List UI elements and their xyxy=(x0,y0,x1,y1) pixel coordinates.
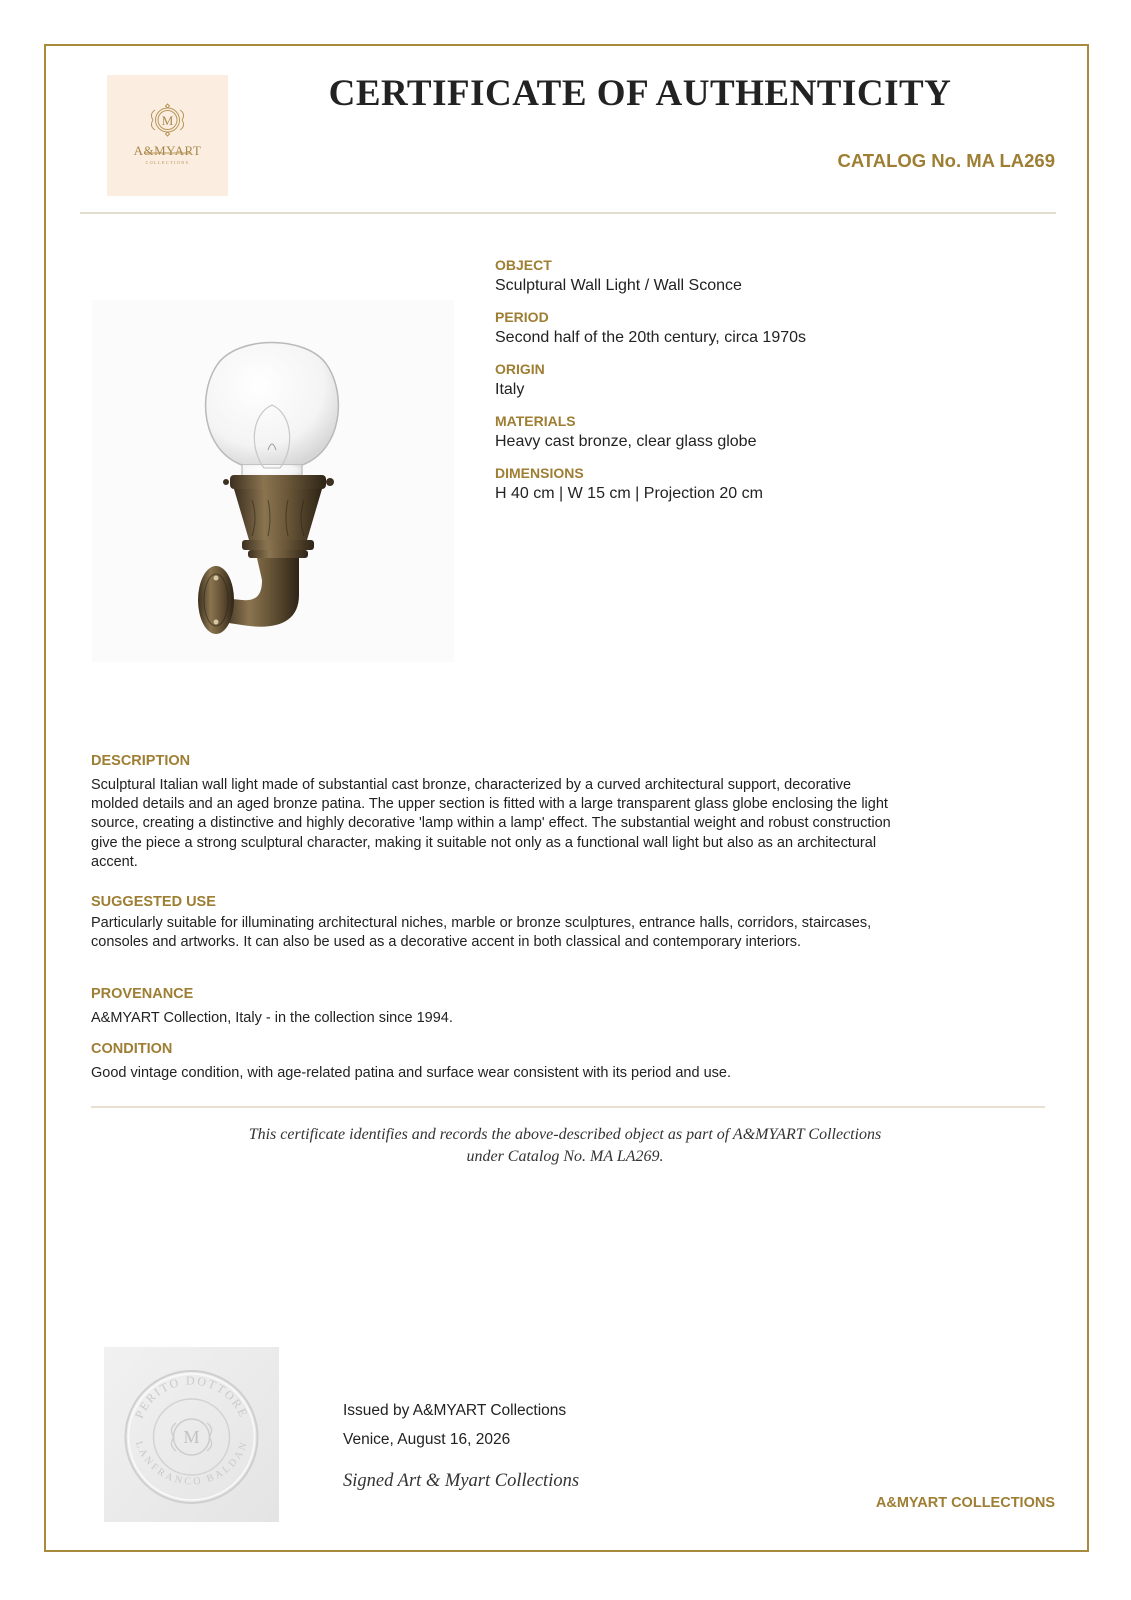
description-text: Sculptural Italian wall light made of substantial cast bronze, characterized by a curved architectural support, decorative molded details and an aged bronze patina. The upper section is fitted with a large transparent glass globe enclosing the light source, creating a distinctive and highly decorative 'lamp within a lamp' effect. The substantial weight and robust construction give the piece a strong sculptural character, making it suitable not only as a functional wall light but also as an architectural accent. xyxy=(91,777,891,870)
period-value: Second half of the 20th century, circa 1970s xyxy=(495,329,807,346)
seal-emblem-icon xyxy=(104,1347,279,1522)
condition-text: Good vintage condition, with age-related patina and surface wear consistent with its period and use. xyxy=(91,1065,731,1081)
statement-line-1: This certificate identifies and records the above-described object as part of A&MYART Collections xyxy=(248,1126,882,1143)
svg-text:LANFRANCO BALDAN xyxy=(133,1440,250,1488)
materials-value: Heavy cast bronze, clear glass globe xyxy=(495,433,757,450)
signature: Signed Art & Myart Collections xyxy=(343,1471,580,1491)
logo-subtitle: COLLECTIONS xyxy=(145,160,190,165)
origin-label: ORIGIN xyxy=(495,361,545,377)
body-divider xyxy=(91,1106,1045,1108)
seal-initial: M xyxy=(183,1427,200,1447)
provenance-section xyxy=(91,985,891,1028)
provenance-label: PROVENANCE xyxy=(91,986,194,1002)
dimensions-value: H 40 cm | W 15 cm | Projection 20 cm xyxy=(495,485,763,502)
object-value: Sculptural Wall Light / Wall Sconce xyxy=(495,277,742,294)
catalog-number: CATALOG No. MA LA269 xyxy=(837,150,1055,171)
issued-by: Issued by A&MYART Collections xyxy=(343,1402,567,1419)
materials-label: MATERIALS xyxy=(495,413,576,429)
statement-line-2: under Catalog No. MA LA269. xyxy=(466,1148,664,1165)
provenance-text: A&MYART Collection, Italy - in the collection since 1994. xyxy=(91,1010,453,1026)
object-label: OBJECT xyxy=(495,257,552,273)
wall-sconce-illustration xyxy=(92,300,454,662)
header-divider xyxy=(80,212,1056,214)
embossed-seal xyxy=(104,1347,279,1522)
footer-brand: A&MYART COLLECTIONS xyxy=(875,1495,1055,1511)
period-label: PERIOD xyxy=(495,309,549,325)
condition-section xyxy=(91,1040,891,1083)
svg-text:PERITO DOTTORE xyxy=(132,1373,251,1420)
object-photo xyxy=(92,300,454,662)
seal-text-bottom: LANFRANCO BALDAN xyxy=(132,1439,251,1488)
issue-place-date: Venice, August 16, 2026 xyxy=(343,1431,511,1448)
logo-name: A&MYART xyxy=(133,143,202,158)
suggested-use-text: Particularly suitable for illuminating architectural niches, marble or bronze sculptures, entrance halls, corridors, staircases, consoles and artworks. It can also be used as a decorative accent in both classical and contemporary interiors. xyxy=(91,915,872,951)
origin-value: Italy xyxy=(495,381,525,398)
suggested-use-section xyxy=(91,893,891,952)
logo-initial: M xyxy=(161,113,174,128)
certificate-statement xyxy=(200,1124,930,1168)
suggested-use-label: SUGGESTED USE xyxy=(91,894,216,910)
dimensions-label: DIMENSIONS xyxy=(495,465,584,481)
seal-text-top: PERITO DOTTORE xyxy=(131,1373,252,1421)
condition-label: CONDITION xyxy=(91,1041,173,1057)
brand-logo xyxy=(107,75,228,196)
description-label: DESCRIPTION xyxy=(91,753,191,769)
object-details xyxy=(495,257,1055,517)
description-section xyxy=(91,752,891,872)
page-title: CERTIFICATE OF AUTHENTICITY xyxy=(328,73,952,114)
logo-emblem-icon xyxy=(107,75,228,196)
